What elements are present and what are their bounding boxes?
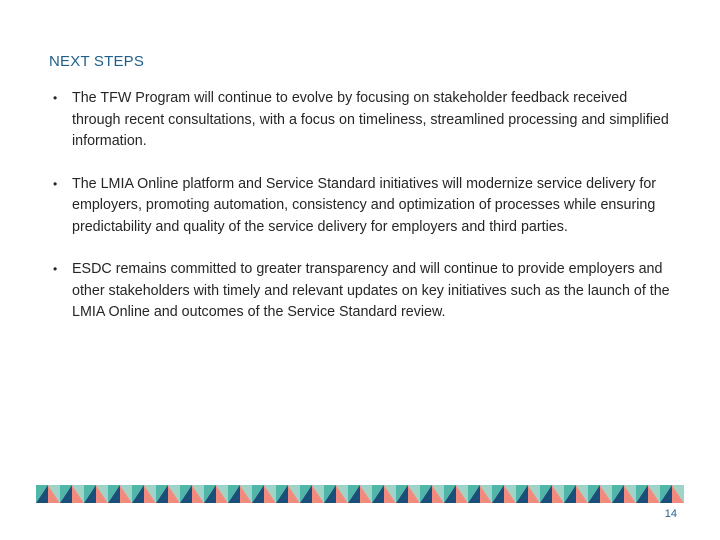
- decorative-triangle-band: [36, 485, 684, 503]
- bullet-item-1: [52, 88, 672, 153]
- page-number: 14: [664, 508, 677, 520]
- slide-title: NEXT STEPS: [49, 53, 145, 71]
- bullet-marker: •: [53, 262, 58, 276]
- bullet-item-2: [52, 174, 672, 239]
- bullet-list: [52, 88, 672, 345]
- bullet-text: ESDC remains committed to greater transparency and will continue to provide employers and other stakeholders with timely and relevant updates on key initiatives such as the launch of the LMIA Online and outcomes of the Service Standard review.: [72, 261, 670, 320]
- bullet-text: The LMIA Online platform and Service Standard initiatives will modernize service delivery for employers, promoting automation, consistency and optimization of processes while ensuring predictability and quality of the service delivery for employers and third parties.: [72, 175, 657, 235]
- bullet-item-3: [52, 259, 672, 324]
- bullet-marker: •: [53, 176, 58, 191]
- bullet-marker: •: [53, 91, 58, 105]
- bullet-text: The TFW Program will continue to evolve by focusing on stakeholder feedback received through recent consultations, with a focus on timeliness, streamlined processing and simplified information.: [72, 90, 669, 149]
